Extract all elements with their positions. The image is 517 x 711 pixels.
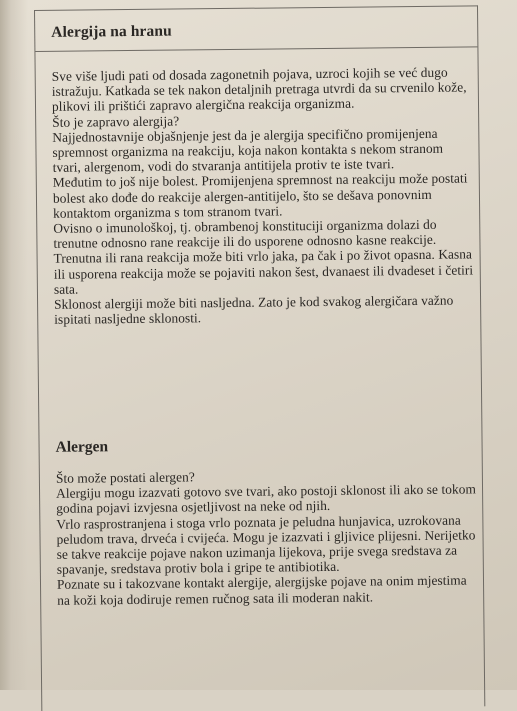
reaction-timing-paragraph: Trenutna ili rana reakcija može biti vrlo jaka, pa čak i po život opasna. Kasna ili usporena reakcija može se pojaviti nakon šest, dvanaest ili dvadeset i četiri sata. xyxy=(53,246,474,297)
constitution-paragraph: Ovisno o imunološkoj, tj. obrambenoj konstituciji organizma dolazi do trenutne odnosno rane reakcije ili do usporene odnosno kasne reakcije. xyxy=(53,216,437,252)
causes-paragraph: Alergiju mogu izazvati gotovo sve tvari, ako postoji sklonost ili ako se tokom godina pojavi izvjesna osjetljivost na neke od njih. xyxy=(55,481,476,517)
section-allergen xyxy=(55,434,477,607)
section-allergy xyxy=(52,64,475,327)
hay-fever-paragraph: Vrlo rasprostranjena i stoga vrlo poznata je peludna hunjavica, uzrokovana peludom trava, drveća i cvijeća. Mogu je izazvati i gljivice plijesni. Nerijetko se takve reakcije pojave nakon uzimanja lijekova, prije svega sredstava za spavanje, sredstava protiv bola i gripe te antibiotika. xyxy=(56,512,476,578)
section-heading: Alergen xyxy=(55,438,109,456)
disease-paragraph: Međutim to još nije bolest. Promijenjena spremnost na reakciju može postati bolest ako dođe do reakcije alergen-antitijelo, što se dešava ponovnim kontaktom organizma s tom stranom tvari. xyxy=(52,170,468,221)
question-line: Što je zapravo alergija? xyxy=(52,113,180,130)
definition-paragraph: Najjednostavnije objašnjenje jest da je alergija specifično promijenjena spremnost organizma na reakciju, koja nakon kontakta s nekom stranom tvari, alergenom, vodi do stvaranja antitijela protiv te iste tvari. xyxy=(52,125,444,176)
heredity-paragraph: Sklonost alergiji može biti nasljedna. Zato je kod svakog alergičara važno ispitati nasljedne sklonosti. xyxy=(54,292,454,328)
page-gutter-shadow xyxy=(0,0,28,690)
intro-paragraph: Sve više ljudi pati od dosada zagonetnih pojava, uzroci kojih se već dugo istražuju. Katkada se tek nakon detaljnih pretraga utvrdi da su crvenilo kože, plikovi ili prištići zapravo alergična reakcija organizma. xyxy=(51,64,467,115)
info-box xyxy=(34,5,485,711)
box-title: Alergija na hranu xyxy=(51,22,172,41)
info-box-header xyxy=(35,6,477,52)
question-line: Što može postati alergen? xyxy=(55,469,195,486)
contact-allergy-paragraph: Poznate su i takozvane kontakt alergije, alergijske pojave na onim mjestima na koži koja dodiruje remen ručnog sata ili moderan nakit. xyxy=(56,572,467,608)
